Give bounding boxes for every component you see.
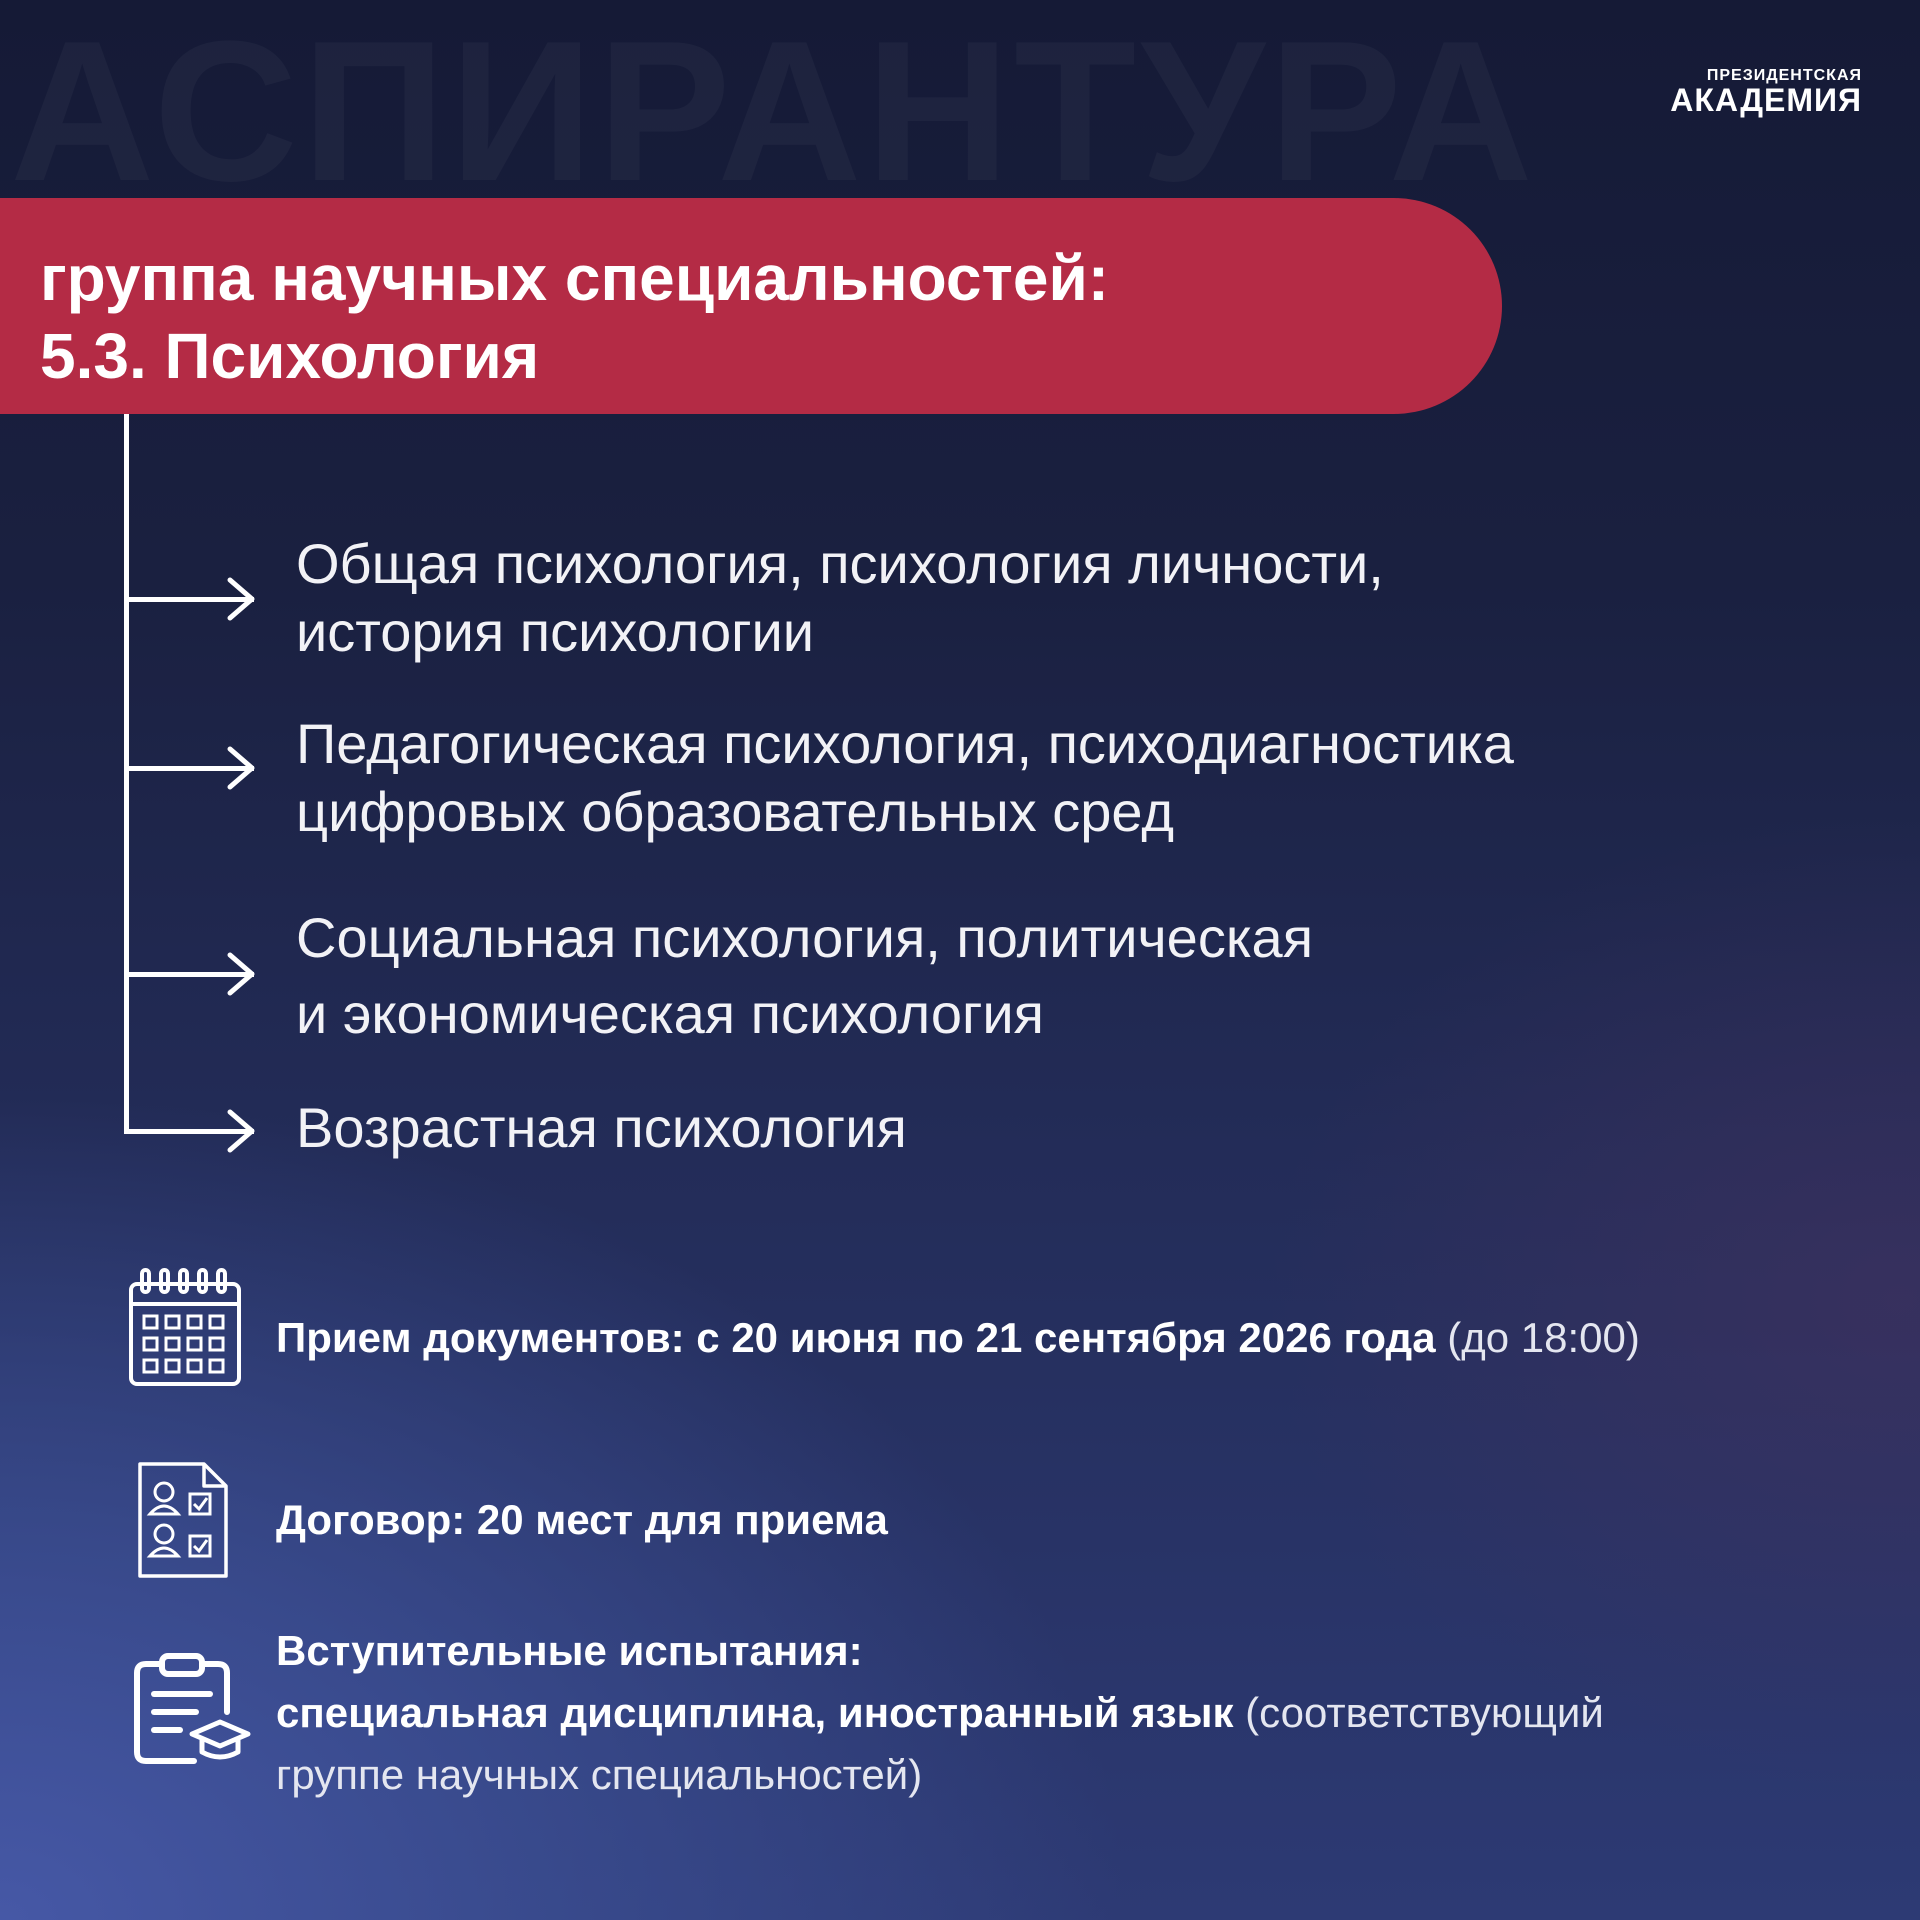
arrow-right-icon xyxy=(218,952,258,996)
exams-subjects: специальная дисциплина, иностранный язык xyxy=(276,1689,1234,1736)
tree-vertical-line xyxy=(124,414,129,1134)
applicants-list-icon xyxy=(136,1460,232,1580)
contract-places: Договор: 20 мест для приема xyxy=(276,1496,888,1543)
arrow-right-icon xyxy=(218,746,258,790)
specialty-item xyxy=(296,900,1313,1052)
logo-top-line: ПРЕЗИДЕНТСКАЯ xyxy=(1706,67,1862,84)
specialty-item xyxy=(296,1094,907,1162)
specialty-line: Общая психология, психология личности, xyxy=(296,532,1384,595)
specialty-line: и экономическая психология xyxy=(296,982,1044,1045)
documents-deadline-time: (до 18:00) xyxy=(1447,1314,1640,1361)
specialty-line: цифровых образовательных сред xyxy=(296,780,1175,843)
exams-heading: Вступительные испытания: xyxy=(276,1627,863,1674)
specialty-line: Педагогическая психология, психодиагностика xyxy=(296,712,1514,775)
banner-title: группа научных специальностей: xyxy=(40,242,1110,314)
academy-logo xyxy=(1670,68,1862,118)
specialty-line: Возрастная психология xyxy=(296,1096,907,1159)
specialty-group-banner xyxy=(0,198,1502,414)
specialty-item xyxy=(296,710,1514,846)
calendar-icon xyxy=(128,1266,244,1388)
logo-main-line: АКАДЕМИЯ xyxy=(1670,82,1862,118)
contract-info xyxy=(276,1492,888,1549)
specialty-item xyxy=(296,530,1384,666)
exams-info xyxy=(276,1620,1604,1806)
exams-note: (соответствующий xyxy=(1245,1689,1604,1736)
arrow-right-icon xyxy=(218,577,258,621)
exams-note-continued: группе научных специальностей) xyxy=(276,1751,923,1798)
documents-dates: Прием документов: с 20 июня по 21 сентября 2026 года xyxy=(276,1314,1436,1361)
banner-specialty-code: 5.3. Психология xyxy=(40,320,540,392)
arrow-right-icon xyxy=(218,1109,258,1153)
documents-info xyxy=(276,1310,1640,1367)
specialty-line: Социальная психология, политическая xyxy=(296,906,1314,969)
specialty-line: история психологии xyxy=(296,600,815,663)
clipboard-graduation-cap-icon xyxy=(132,1652,252,1764)
background-watermark xyxy=(10,12,1537,212)
